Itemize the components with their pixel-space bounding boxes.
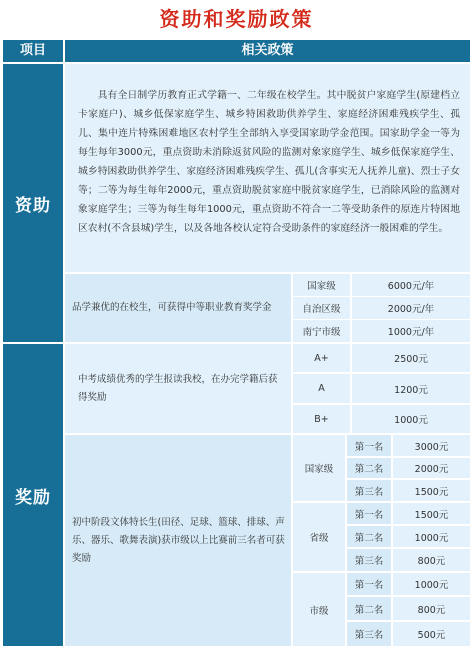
section-label-reward: 奖励 (3, 344, 63, 646)
talent-province-amount-1: 1500元 (393, 503, 470, 524)
exam-grade-a: A (293, 374, 350, 403)
talent-city-rank-1: 第一名 (347, 573, 391, 595)
talent-city-amount-2: 800元 (393, 597, 470, 620)
page-title: 资助和奖励政策 (159, 7, 314, 31)
talent-province-rank-2: 第二名 (347, 526, 391, 547)
talent-national-rank-3: 第三名 (347, 480, 391, 501)
talent-city-amount-1: 1000元 (393, 573, 470, 595)
exam-grade-a-plus: A+ (293, 344, 350, 372)
talent-level-province: 省级 (293, 503, 345, 571)
scholarship-amount-region: 2000元/年 (352, 297, 470, 319)
talent-national-rank-2: 第二名 (347, 458, 391, 478)
talent-province-amount-3: 800元 (393, 549, 470, 571)
aid-paragraph: 具有全日制学历教育正式学籍一、二年级在校学生。其中脱贫户家庭学生(原建档立卡家庭户)、城乡低保家庭学生、城乡特困救助供养学生、家庭经济困难残疾学生、孤儿、集中连片特殊困难地区农村学生全部纳入享受国家助学金范围。国家助学金一等为每生每年3000元，重点资助未消除返贫风险的监测对象家庭学生、城乡低保家庭学生、城乡特困救助供养学生、家庭经济困难残疾学生、孤儿(含事实无人抚养儿童)、烈士子女等；二等为每生每年2000元，重点资助脱贫家庭中脱贫家庭学生，已消除风险的监测对象家庭学生；三等为每生每年1000元，重点资助不符合一二等受助条件的原连片特困地区农村(不含县城)学生，以及各地各校认定符合受助条件的家庭经济一般困难的学生。 (78, 90, 460, 234)
talent-province-amount-2: 1000元 (393, 526, 470, 547)
talent-level-national: 国家级 (293, 435, 345, 501)
talent-national-rank-1: 第一名 (347, 435, 391, 456)
talent-city-rank-3: 第三名 (347, 622, 391, 646)
talent-city-rank-2: 第二名 (347, 597, 391, 620)
exam-grade-b-plus: B+ (293, 405, 350, 433)
talent-province-rank-1: 第一名 (347, 503, 391, 524)
scholarship-level-region: 自治区级 (293, 297, 350, 319)
exam-amount-a-plus: 2500元 (352, 344, 470, 372)
talent-national-amount-1: 3000元 (393, 435, 470, 456)
talent-level-city: 市级 (293, 573, 345, 646)
talent-desc: 初中阶段文体特长生(田径、足球、篮球、排球、声乐、器乐、歌舞表演)获市级以上比赛前三名者可获奖励 (72, 516, 285, 564)
scholarship-amount-city: 1000元/年 (352, 320, 470, 342)
talent-national-amount-2: 2000元 (393, 458, 470, 478)
scholarship-level-city: 南宁市级 (293, 320, 350, 342)
talent-national-amount-3: 1500元 (393, 480, 470, 501)
exam-amount-b-plus: 1000元 (352, 405, 470, 433)
scholarship-level-national: 国家级 (293, 274, 350, 296)
talent-province-rank-3: 第三名 (347, 549, 391, 571)
header-policy: 相关政策 (65, 40, 470, 62)
header-project: 项目 (3, 40, 63, 62)
exam-amount-a: 1200元 (352, 374, 470, 403)
exam-desc: 中考成绩优秀的学生报读我校，在办完学籍后获得奖励 (78, 373, 278, 403)
talent-city-amount-3: 500元 (393, 622, 470, 646)
scholarship-amount-national: 6000元/年 (352, 274, 470, 296)
scholarship-desc: 品学兼优的在校生，可获得中等职业教育奖学金 (72, 302, 272, 313)
section-label-aid: 资助 (3, 64, 63, 342)
